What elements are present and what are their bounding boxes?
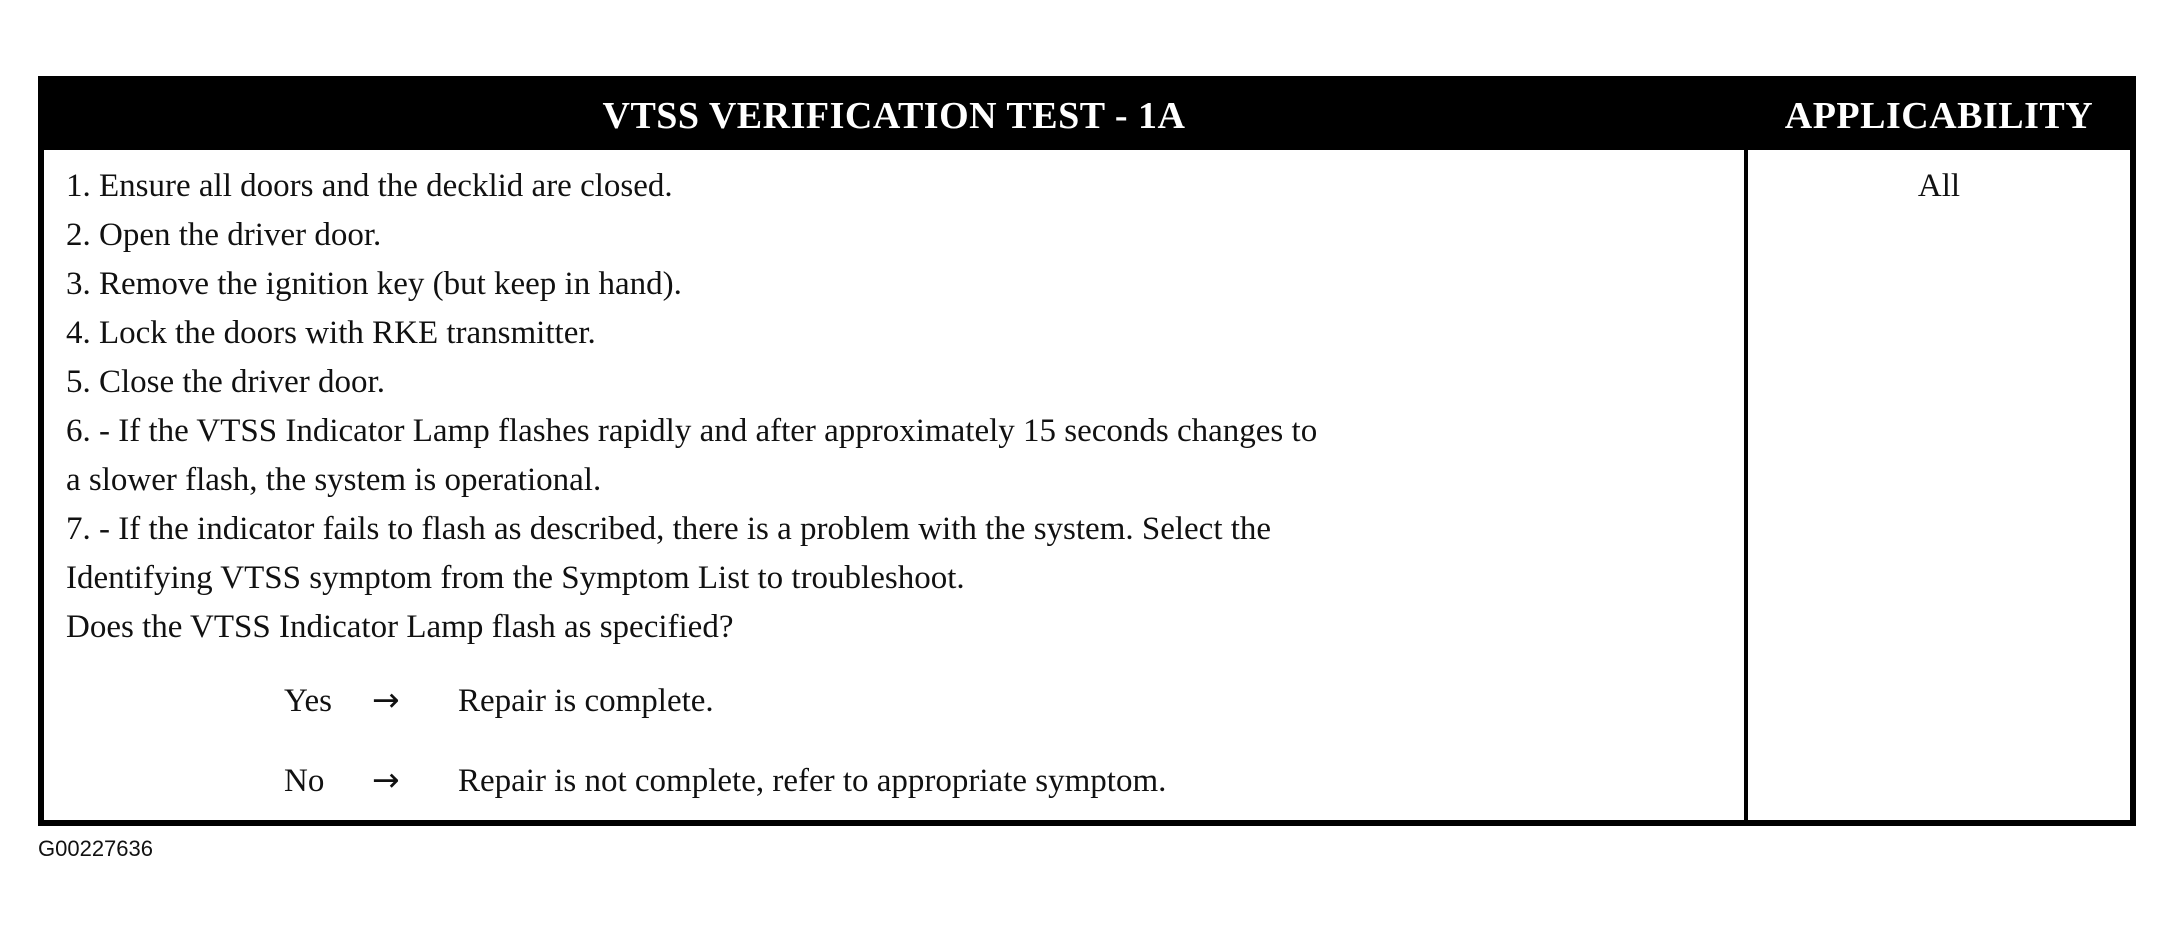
step-line: 5. Close the driver door. xyxy=(66,364,385,400)
answer-yes-text: Repair is complete. xyxy=(458,683,714,719)
figure-id: G00227636 xyxy=(38,836,153,861)
verification-test-table xyxy=(38,76,2136,826)
step-line: 6. - If the VTSS Indicator Lamp flashes rapidly and after approximately 15 seconds changes to xyxy=(66,413,1318,449)
answer-yes xyxy=(284,675,714,726)
answer-yes-label: Yes xyxy=(284,683,333,719)
question-line: Does the VTSS Indicator Lamp flash as specified? xyxy=(66,609,734,645)
step-line: 7. - If the indicator fails to flash as described, there is a problem with the system. Select the xyxy=(66,511,1272,547)
answer-no-label: No xyxy=(284,763,325,799)
step-line: 2. Open the driver door. xyxy=(66,217,382,253)
test-title-header: VTSS VERIFICATION TEST - 1A xyxy=(602,95,1186,137)
column-divider xyxy=(1744,150,1748,820)
table-header-row xyxy=(44,82,2130,150)
right-arrow-icon: → xyxy=(372,680,400,719)
step-line: Identifying VTSS symptom from the Symptom List to troubleshoot. xyxy=(66,560,965,596)
answer-no-text: Repair is not complete, refer to appropriate symptom. xyxy=(458,763,1167,799)
step-line: a slower flash, the system is operational. xyxy=(66,462,602,498)
right-arrow-icon: → xyxy=(372,760,400,799)
applicability-header: APPLICABILITY xyxy=(1784,95,2094,137)
step-line: 3. Remove the ignition key (but keep in hand). xyxy=(66,266,682,302)
answer-no xyxy=(284,755,1166,806)
step-line: 4. Lock the doors with RKE transmitter. xyxy=(66,315,596,351)
applicability-value: All xyxy=(1917,168,1961,204)
test-steps xyxy=(66,162,1736,652)
step-line: 1. Ensure all doors and the decklid are closed. xyxy=(66,168,673,204)
